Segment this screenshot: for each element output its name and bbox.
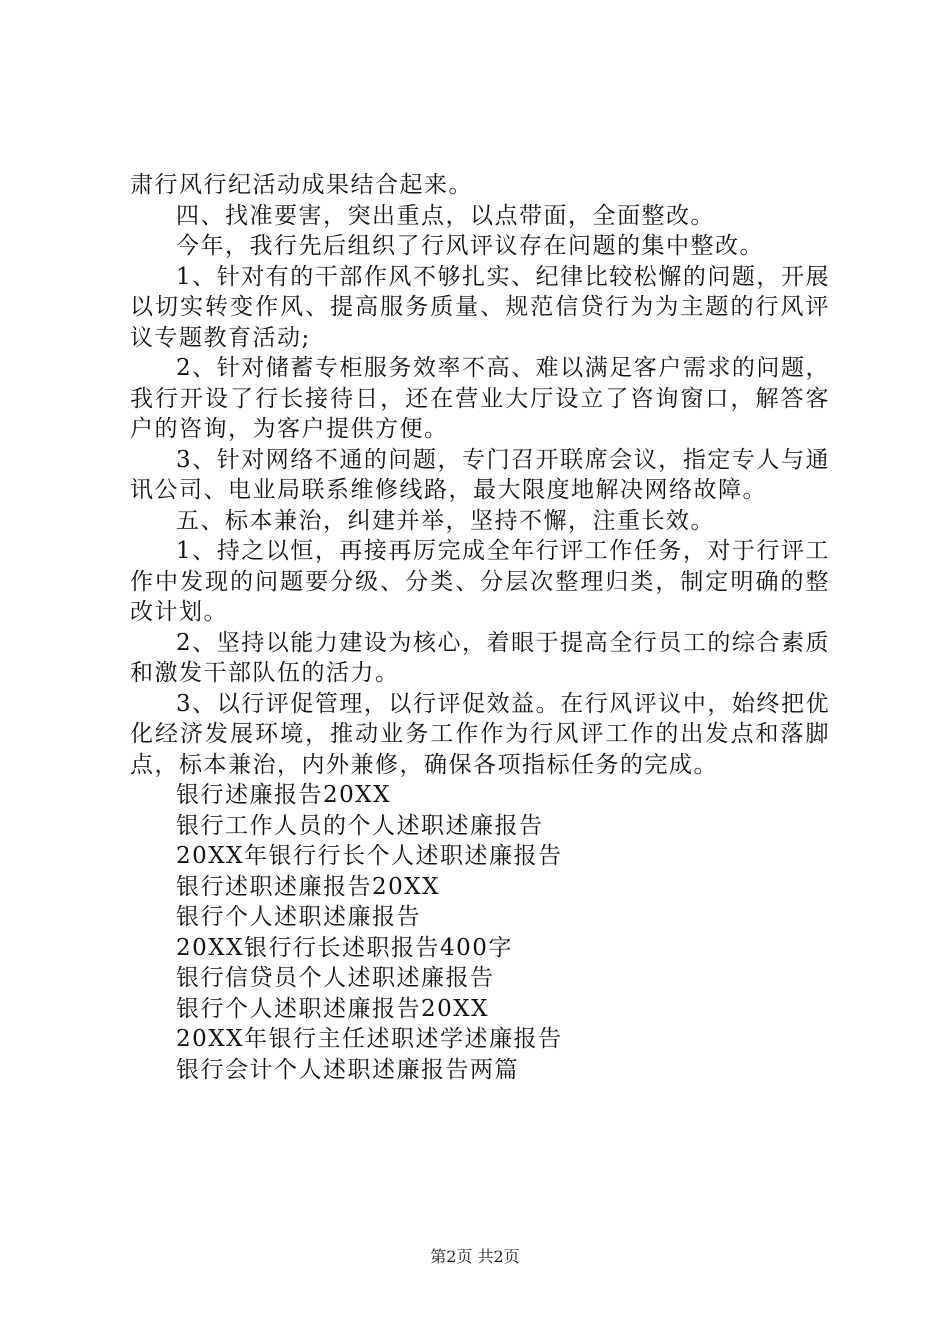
paragraph: 3、针对网络不通的问题，专门召开联席会议，指定专人与通讯公司、电业局联系维修线路，最大限度地解决网络故障。 <box>130 446 830 503</box>
paragraph: 今年，我行先后组织了行风评议存在问题的集中整改。 <box>176 233 764 259</box>
related-title: 20XX年银行行长个人述职述廉报告 <box>176 843 563 869</box>
paragraph: 1、针对有的干部作风不够扎实、纪律比较松懈的问题，开展以切实转变作风、提高服务质量、规范信贷行为为主题的行风评议专题教育活动; <box>130 263 830 351</box>
related-title: 银行述职述廉报告20XX <box>176 873 441 900</box>
paragraph: 肃行风行纪活动成果结合起来。 <box>130 172 473 198</box>
section-heading: 四、找准要害，突出重点，以点带面，全面整改。 <box>176 202 715 229</box>
related-title: 20XX银行行长述职报告400字 <box>176 934 513 961</box>
related-titles-list <box>130 780 830 1085</box>
paragraph: 1、持之以恒，再接再厉完成全年行评工作任务，对于行评工作中发现的问题要分级、分类、分层次整理归类，制定明确的整改计划。 <box>130 538 830 625</box>
related-title: 银行工作人员的个人述职述廉报告 <box>176 812 544 839</box>
related-title: 银行个人述职述廉报告20XX <box>176 995 490 1022</box>
section-heading: 五、标本兼治，纠建并举，坚持不懈，注重长效。 <box>176 507 715 534</box>
related-title: 银行个人述职述廉报告 <box>176 904 421 930</box>
paragraph: 3、以行评促管理，以行评促效益。在行风评议中，始终把优化经济发展环境，推动业务工作作为行风评工作的出发点和落脚点，标本兼治，内外兼修，确保各项指标任务的完成。 <box>130 690 830 778</box>
page-number-footer: 第2页 共2页 <box>430 1247 520 1266</box>
related-title: 银行信贷员个人述职述廉报告 <box>176 965 495 991</box>
related-title: 20XX年银行主任述职述学述廉报告 <box>176 1026 563 1052</box>
paragraph: 2、坚持以能力建设为核心，着眼于提高全行员工的综合素质和激发干部队伍的活力。 <box>130 629 830 686</box>
related-title: 银行述廉报告20XX <box>176 782 392 808</box>
document-body <box>130 170 830 1085</box>
paragraph: 2、针对储蓄专柜服务效率不高、难以满足客户需求的问题，我行开设了行长接待日，还在营业大厅设立了咨询窗口，解答客户的咨询，为客户提供方便。 <box>130 355 830 442</box>
related-title: 银行会计个人述职述廉报告两篇 <box>176 1056 519 1083</box>
